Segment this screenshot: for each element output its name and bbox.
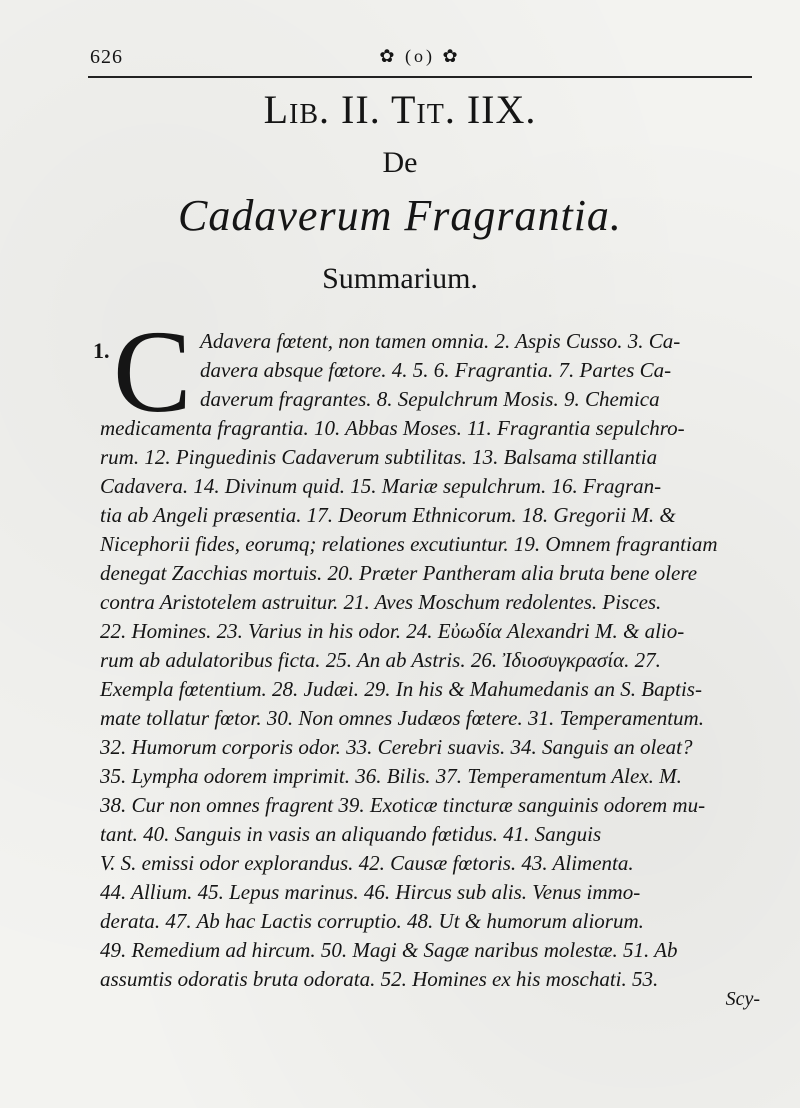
text-line: Cadavera. 14. Divinum quid. 15. Mariæ sepulchrum. 16. Fragran- [100, 474, 662, 498]
text-line: 32. Humorum corporis odor. 33. Cerebri suavis. 34. Sanguis an oleat? [100, 735, 693, 759]
summarium-heading: Summarium. [322, 262, 478, 295]
header-rule [88, 76, 752, 78]
text-line: derata. 47. Ab hac Lactis corruptio. 48. Ut & humorum aliorum. [100, 909, 644, 933]
page-number: 626 [90, 46, 123, 68]
text-line: mate tollatur fœtor. 30. Non omnes Judæos fœtere. 31. Temperamentum. [100, 706, 704, 730]
text-line: denegat Zacchias mortuis. 20. Præter Pantheram alia bruta bene olere [100, 561, 698, 585]
text-line: tant. 40. Sanguis in vasis an aliquando fœtidus. 41. Sanguis [100, 822, 602, 846]
text-line: 22. Homines. 23. Varius in his odor. 24. Εὐωδία Alexandri M. & alio- [100, 619, 685, 643]
text-line: 44. Allium. 45. Lepus marinus. 46. Hircus sub alis. Venus immo- [100, 880, 641, 904]
book-title-heading: Lib. II. Tit. IIX. [263, 87, 537, 132]
text-line: 49. Remedium ad hircum. 50. Magi & Sagæ naribus molestæ. 51. Ab [100, 938, 678, 962]
text-line: 38. Cur non omnes fragrent 39. Exoticæ tincturæ sanguinis odorem mu- [100, 793, 706, 817]
text-line: Nicephorii fides, eorumq; relationes excutiuntur. 19. Omnem fragrantiam [100, 532, 718, 556]
text-line: davera absque fœtore. 4. 5. 6. Fragrantia. 7. Partes Ca- [200, 358, 672, 382]
header-ornament: ✿ (o) ✿ [379, 46, 461, 66]
section-marker: 1. [93, 338, 110, 363]
text-line: rum ab adulatoribus ficta. 25. An ab Astris. 26. Ἰδιοσυγκρασία. 27. [100, 648, 661, 672]
running-header [90, 40, 750, 76]
text-line: assumtis odoratis bruta odorata. 52. Homines ex his moschati. 53. [100, 967, 659, 991]
text-line: 35. Lympha odorem imprimit. 36. Bilis. 37. Temperamentum Alex. M. [100, 764, 682, 788]
text-line: rum. 12. Pinguedinis Cadaverum subtilitas. 13. Balsama stillantia [100, 445, 658, 469]
catchword: Scy- [725, 988, 760, 1010]
text-line: Exempla fœtentium. 28. Judæi. 29. In his & Mahumedanis an S. Baptis- [100, 677, 702, 701]
subject-heading: Cadaverum Fragrantia. [178, 191, 622, 240]
de-heading: De [382, 146, 418, 179]
text-line: daverum fragrantes. 8. Sepulchrum Mosis. 9. Chemica [200, 387, 660, 411]
text-line: V. S. emissi odor explorandus. 42. Causæ fœtoris. 43. Alimenta. [100, 851, 634, 875]
text-line: Adavera fœtent, non tamen omnia. 2. Aspis Cusso. 3. Ca- [200, 329, 681, 353]
text-line: tia ab Angeli præsentia. 17. Deorum Ethnicorum. 18. Gregorii M. & [100, 503, 676, 527]
text-line: medicamenta fragrantia. 10. Abbas Moses. 11. Fragrantia sepulchro- [100, 416, 685, 440]
text-line: contra Aristotelem astruitur. 21. Aves Moschum redolentes. Pisces. [100, 590, 662, 614]
drop-capital: C [113, 306, 192, 437]
